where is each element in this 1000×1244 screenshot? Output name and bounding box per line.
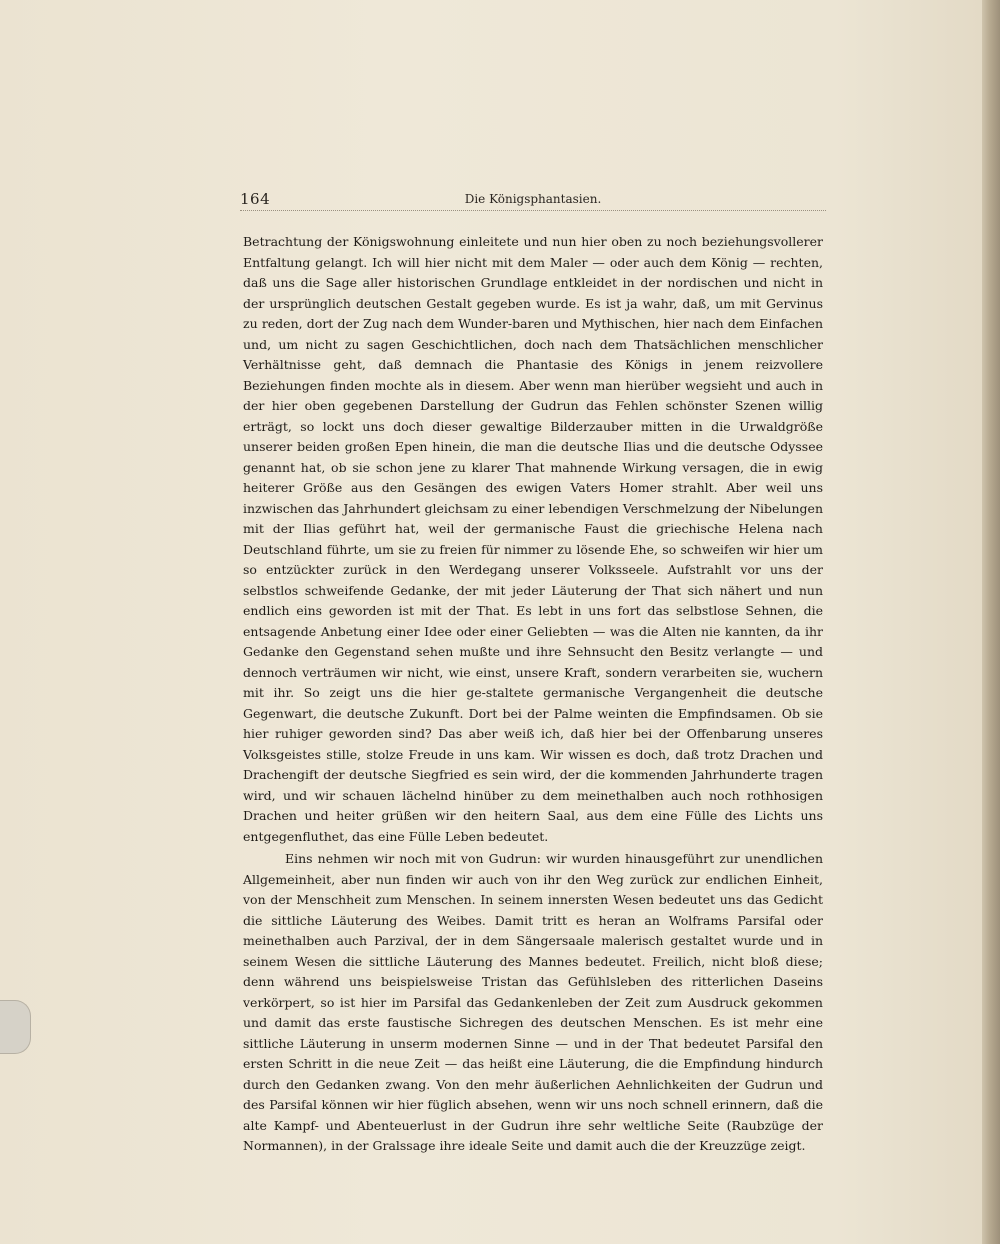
- paragraph: Eins nehmen wir noch mit von Gudrun: wir wurden hinausgeführt zur unendlichen Allgemeinheit, aber nun finden wir auch von ihr den Weg zurück zur endlichen Einheit, von der Menschheit zum Menschen. In seinem innersten Wesen bedeutet uns das Gedicht die sittliche Läuterung des Weibes. Damit tritt es heran an Wolframs Parsifal oder meinethalben auch Parzival, der in dem Sängersaale malerisch gestaltet wurde und in seinem Wesen die sittliche Läuterung des Mannes bedeutet. Freilich, nicht bloß diese; denn während uns beispielsweise Tristan das Gefühlsleben des ritterlichen Daseins verkörpert, so ist hier im Parsifal das Gedankenleben der Zeit zum Ausdruck gekommen und damit das erste faustische Sichregen des deutschen Menschen. Es ist mehr eine sittliche Läuterung in unserm modernen Sinne — und in der That bedeutet Parsifal den ersten Schritt in die neue Zeit — das heißt eine Läuterung, die die Empfindung hindurch durch den Gedanken zwang. Von den mehr äußerlichen Aehnlichkeiten der Gudrun und des Parsifal können wir hier füglich absehen, wenn wir uns noch schnell erinnern, daß die alte Kampf- und Abenteuerlust in der Gudrun ihre sehr weltliche Seite (Raubzüge der Normannen), in der Gralssage ihre ideale Seite und damit auch die der Kreuzzüge zeigt.: [243, 851, 823, 1153]
- page-header: [240, 190, 826, 211]
- page-edge: [982, 0, 1000, 1244]
- body-text: [243, 232, 823, 1157]
- scanner-clip: [0, 1000, 31, 1054]
- paragraph: Betrachtung der Königswohnung einleitete und nun hier oben zu noch beziehungsvollerer Entfaltung gelangt. Ich will hier nicht mit dem Maler — oder auch dem König — rechten, daß uns die Sage aller historischen Grundlage entkleidet in der nordischen und nicht in der ursprünglich deutschen Gestalt gegeben wurde. Es ist ja wahr, daß, um mit Gervinus zu reden, dort der Zug nach dem Wunder-baren und Mythischen, hier nach dem Einfachen und, um nicht zu sagen Geschichtlichen, doch nach dem Thatsächlichen menschlicher Verhältnisse geht, daß demnach die Phantasie des Königs in jenem reizvollere Beziehungen finden mochte als in diesem. Aber wenn man hierüber wegsieht und auch in der hier oben gegebenen Darstellung der Gudrun das Fehlen schönster Szenen willig erträgt, so lockt uns doch dieser gewaltige Bilderzauber mitten in die Urwaldgröße unserer beiden großen Epen hinein, die man die deutsche Ilias und die deutsche Odyssee genannt hat, ob sie schon jene zu klarer That mahnende Wirkung versagen, die in ewig heiterer Größe aus den Gesängen des ewigen Vaters Homer strahlt. Aber weil uns inzwischen das Jahrhundert gleichsam zu einer lebendigen Verschmelzung der Nibelungen mit der Ilias geführt hat, weil der germanische Faust die griechische Helena nach Deutschland führte, um sie zu freien für nimmer zu lösende Ehe, so schweifen wir hier um so entzückter zurück in den Werdegang unserer Volksseele. Aufstrahlt vor uns der selbstlos schweifende Gedanke, der mit jeder Läuterung der That sich nähert und nun endlich eins geworden ist mit der That. Es lebt in uns fort das selbstlose Sehnen, die entsagende Anbetung einer Idee oder einer Geliebten — was die Alten nie kannten, da ihr Gedanke den Gegenstand sehen mußte und ihre Sehnsucht den Besitz verlangte — und dennoch verträumen wir nicht, wie einst, unsere Kraft, sondern verarbeiten sie, wuchern mit ihr. So zeigt uns die hier ge-staltete germanische Vergangenheit die deutsche Gegenwart, die deutsche Zukunft. Dort bei der Palme weinten die Empfindsamen. Ob sie hier ruhiger geworden sind? Das aber weiß ich, daß hier bei der Offenbarung unseres Volksgeistes stille, stolze Freude in uns kam. Wir wissen es doch, daß trotz Drachen und Drachengift der deutsche Siegfried es sein wird, der die kommenden Jahrhunderte tragen wird, und wir schauen lächelnd hinüber zu dem meinethalben auch noch rothhosigen Drachen und heiter grüßen wir den heitern Saal, aus dem eine Fülle des Lichts uns entgegenfluthet, das eine Fülle Leben bedeutet.: [243, 234, 823, 844]
- page-number: 164: [240, 190, 271, 208]
- running-title: Die Königsphantasien.: [464, 192, 602, 206]
